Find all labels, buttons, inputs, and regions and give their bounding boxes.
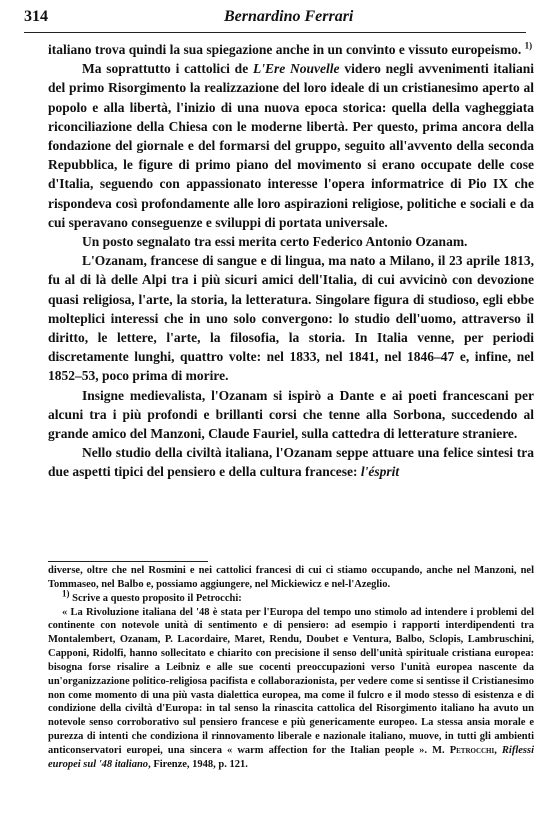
footnote-publication: , Firenze, 1948, p. 121. [148, 758, 248, 770]
footnote-divider [48, 561, 208, 562]
main-text [48, 40, 534, 482]
paragraph-6 [48, 443, 534, 481]
footnote-1-quote [48, 606, 534, 772]
footnote-reference: 1) [524, 40, 533, 51]
footnote-separator: , [494, 744, 502, 756]
footnote-1-quote-text: « La Rivoluzione italiana del '48 è stata per l'Europa del tempo uno stimolo ad intendere i problemi del continente con notevole unità di sentimento e di pensiero: ad esempio i rapporti interdipendenti tra Montalembert, Ozanam, P. Lacordaire, Maret, Rendu, Doubet e Ventura, Balbo, Sclopis, Lambruschini, Capponi, Ridolfi, hanno sollecitato e chiarito con precisione il senso dell'unità spirituale cristiana europea: bisogna forse risalire a Leibniz e alle sue cocenti preoccupazioni verso l'unità europea nascente da un'organizzazione politico-religiosa pacifista e collaborazionista, per vedere come si sentisse il Cristianesimo non come momento di una più vasta dialettica europea, ma come il fulcro e il modo stesso di esistenza e di condizione della civiltà d'Europa: in tal senso la rinascita cattolica del Risorgimento italiano ha avuto un notevole senso corroborativo sul pensiero francese e più genericamente europeo. La stessa ansia morale e purezza di intenti che condiziona il rinnovamento liberale e nazionale italiano, muove, in tutti gli ambienti anticonservatori europei, una sincera « warm affection for the Italian people ». M. [48, 606, 534, 756]
page-number: 314 [24, 8, 48, 25]
paragraph-4: L'Ozanam, francese di sangue e di lingua, ma nato a Milano, il 23 aprile 1813, fu al di là delle Alpi tra i più sicuri amici dell'Italia, di cui avvicinò con devozione quasi religiosa, l'arte, la storia, la letteratura. Singolare figura di studioso, egli ebbe molteplici interessi che in uno solo convergono: lo studio dell'uomo, attraverso il diritto, le lettere, l'arte, la filosofia, la storia. In Italia venne, per periodi discretamente lunghi, quattro volte: nel 1833, nel 1841, nel 1846–47 e, infine, nel 1852–53, poco prima di morire. [48, 253, 534, 384]
paragraph-2-text: videro negli avvenimenti italiani del primo Risorgimento la realizzazione del loro ideale di un cristianesimo aperto al popolo e alla libertà, l'inizio di una nuova epoca storica: quella della vagheggiata riconciliazione della Chiesa con le moderne libertà. Per questo, prima ancora della fondazione del giornale e del formarsi del gruppo, seguito all'avvento della seconda Repubblica, le figure di primo piano del movimento si erano occupate delle cose d'Italia, seguendo con appassionato interesse l'opera informatrice di Pio IX che rispondeva così profondamente alle loro aspirazioni religiose, politiche e sociali e da cui speravano conseguenze e sviluppi di portata universale. [48, 61, 535, 230]
paragraph-1 [48, 40, 534, 59]
footnote-marker: 1) [62, 588, 70, 599]
journal-title: L'Ere Nouvelle [253, 61, 340, 77]
paragraph-2-lead: Ma soprattutto i cattolici de [82, 61, 253, 77]
paragraph-6-text: Nello studio della civiltà italiana, l'Ozanam seppe attuare una felice sintesi tra due aspetti tipici del pensiero e della cultura francese: [48, 445, 534, 480]
paragraph-3: Un posto segnalato tra essi merita certo Federico Antonio Ozanam. [82, 234, 468, 250]
footnotes [48, 564, 534, 772]
footnote-author: Petrocchi [449, 744, 495, 756]
paragraph-5: Insigne medievalista, l'Ozanam si ispirò a Dante e ai poeti francescani per alcuni tra i più profondi e brillanti corsi che tenne alla Sorbona, succedendo al grande amico del Manzoni, Claude Fauriel, sulla cattedra di letterature straniere. [48, 387, 534, 442]
paragraph-1-text: italiano trova quindi la sua spiegazione anche in un convinto e vissuto europeismo. [48, 42, 522, 57]
footnote-1-intro [48, 588, 534, 606]
footnote-cited-title: Riflessi europei sul '48 italiano [48, 744, 535, 770]
paragraph-2 [48, 59, 534, 232]
footnote-1-intro-text: Scrive a questo proposito il Petrocchi: [72, 592, 242, 604]
footnote-continuation: diverse, oltre che nel Rosmini e nei cattolici francesi di cui ci stiamo occupando, anche nel Manzoni, nel Tommaseo, nel Balbo e, possiamo aggiungere, nel Mickiewicz e nel-l'Azeglio. [48, 565, 534, 590]
running-header [24, 8, 526, 33]
paragraph-6-italic: l'ésprit [360, 464, 400, 480]
running-title: Bernardino Ferrari [224, 8, 354, 25]
